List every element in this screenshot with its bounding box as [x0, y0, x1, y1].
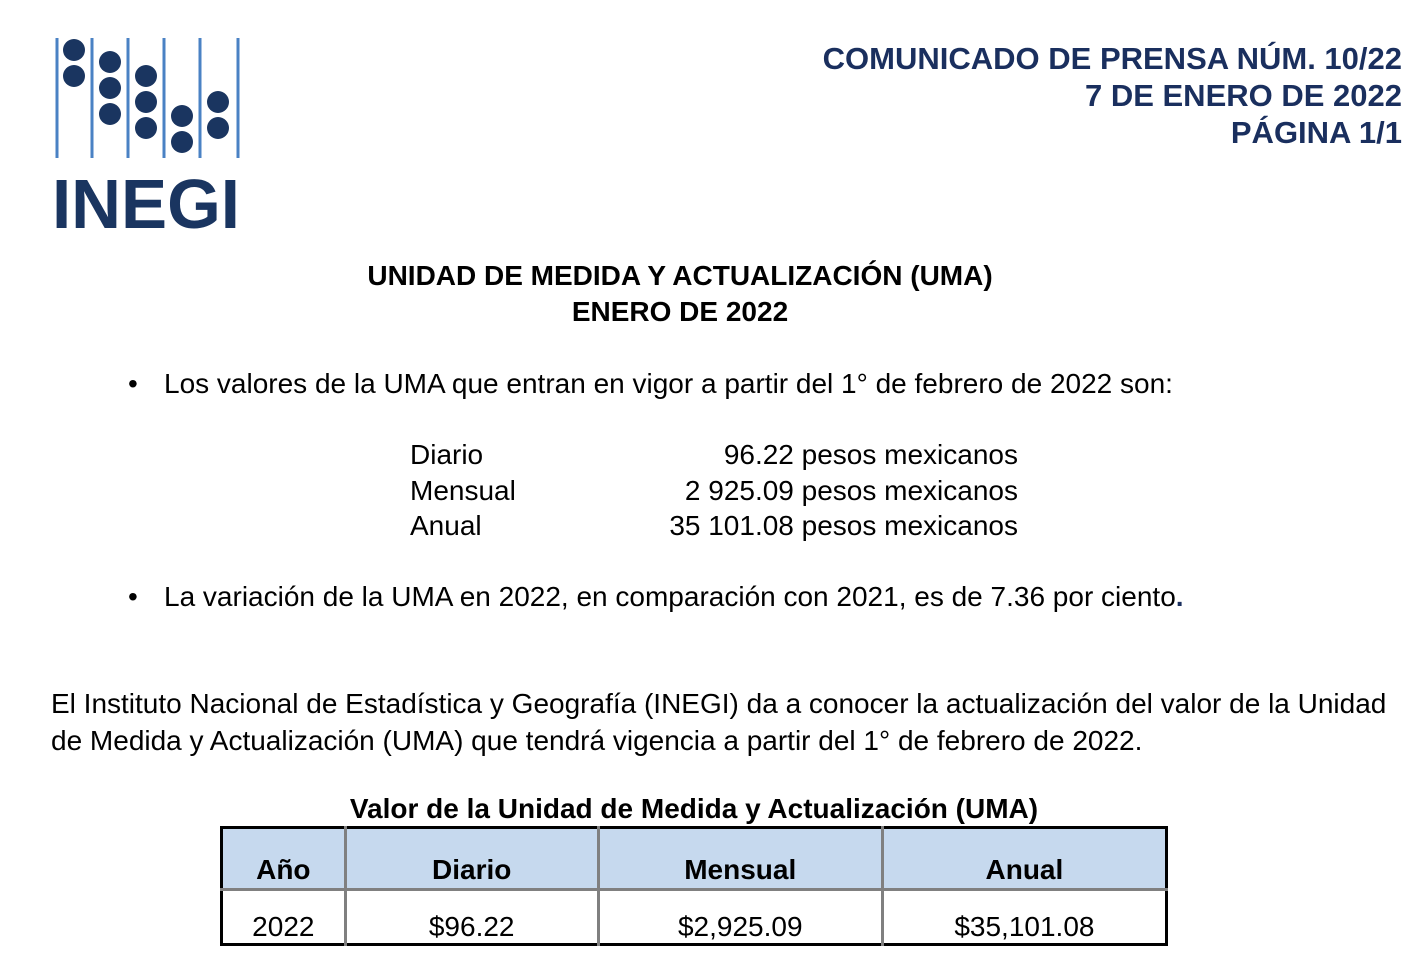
- uma-value-label: Diario: [410, 439, 484, 470]
- column-header-year: Año: [222, 828, 346, 890]
- inegi-logo: [52, 36, 247, 236]
- column-header-annual: Anual: [882, 828, 1166, 890]
- bullet-text: Los valores de la UMA que entran en vigor a partir del 1° de febrero de 2022 son:: [164, 368, 1173, 399]
- uma-table: [220, 826, 1168, 946]
- uma-value-row: [410, 473, 1020, 509]
- bullet-icon: •: [128, 581, 138, 612]
- press-release-page: PÁGINA 1/1: [1230, 115, 1402, 150]
- document-title-line1: UNIDAD DE MEDIDA Y ACTUALIZACIÓN (UMA): [367, 260, 993, 291]
- uma-value-row: [410, 437, 1020, 473]
- bullet-text: [164, 580, 1184, 614]
- cell-year: 2022: [252, 911, 315, 942]
- column-header-monthly: Mensual: [598, 828, 882, 890]
- body-paragraph: El Instituto Nacional de Estadística y Geografía (INEGI) da a conocer la actualización del valor de la Unidad de Medida y Actualización (UMA) que tendrá vigencia a partir del 1° de febrero de 2022.: [51, 688, 1387, 756]
- uma-value-label: Anual: [410, 510, 482, 541]
- cell-daily: $96.22: [345, 890, 598, 945]
- uma-value-amount: 96.22 pesos mexicanos: [723, 439, 1018, 470]
- column-header-daily: Diario: [345, 828, 598, 890]
- bullet-text-body: La variación de la UMA en 2022, en comparación con 2021, es de 7.36 por ciento: [164, 581, 1176, 612]
- press-release-date: 7 DE ENERO DE 2022: [1084, 78, 1402, 113]
- press-release-header: [823, 40, 1402, 151]
- uma-value-amount: 2 925.09 pesos mexicanos: [684, 474, 1018, 506]
- press-release-number: COMUNICADO DE PRENSA NÚM. 10/22: [822, 41, 1402, 76]
- uma-value-amount: 35 101.08 pesos mexicanos: [669, 510, 1018, 541]
- document-title-line2: ENERO DE 2022: [571, 296, 789, 327]
- uma-value-row: [410, 508, 1020, 544]
- table-caption: Valor de la Unidad de Medida y Actualización (UMA): [349, 793, 1039, 824]
- cell-monthly: $2,925.09: [598, 890, 882, 945]
- document-title: [0, 258, 1360, 330]
- uma-values-list: [410, 437, 1020, 544]
- cell-annual: $35,101.08: [882, 890, 1166, 945]
- table-header-row: [222, 828, 1167, 890]
- inegi-logo-icon: [52, 36, 247, 236]
- bullet-text-period: .: [1175, 581, 1184, 612]
- uma-value-label: Mensual: [410, 474, 516, 506]
- logo-wordmark: INEGI: [52, 165, 240, 236]
- table-row: [222, 890, 1167, 945]
- bullet-icon: •: [128, 368, 138, 399]
